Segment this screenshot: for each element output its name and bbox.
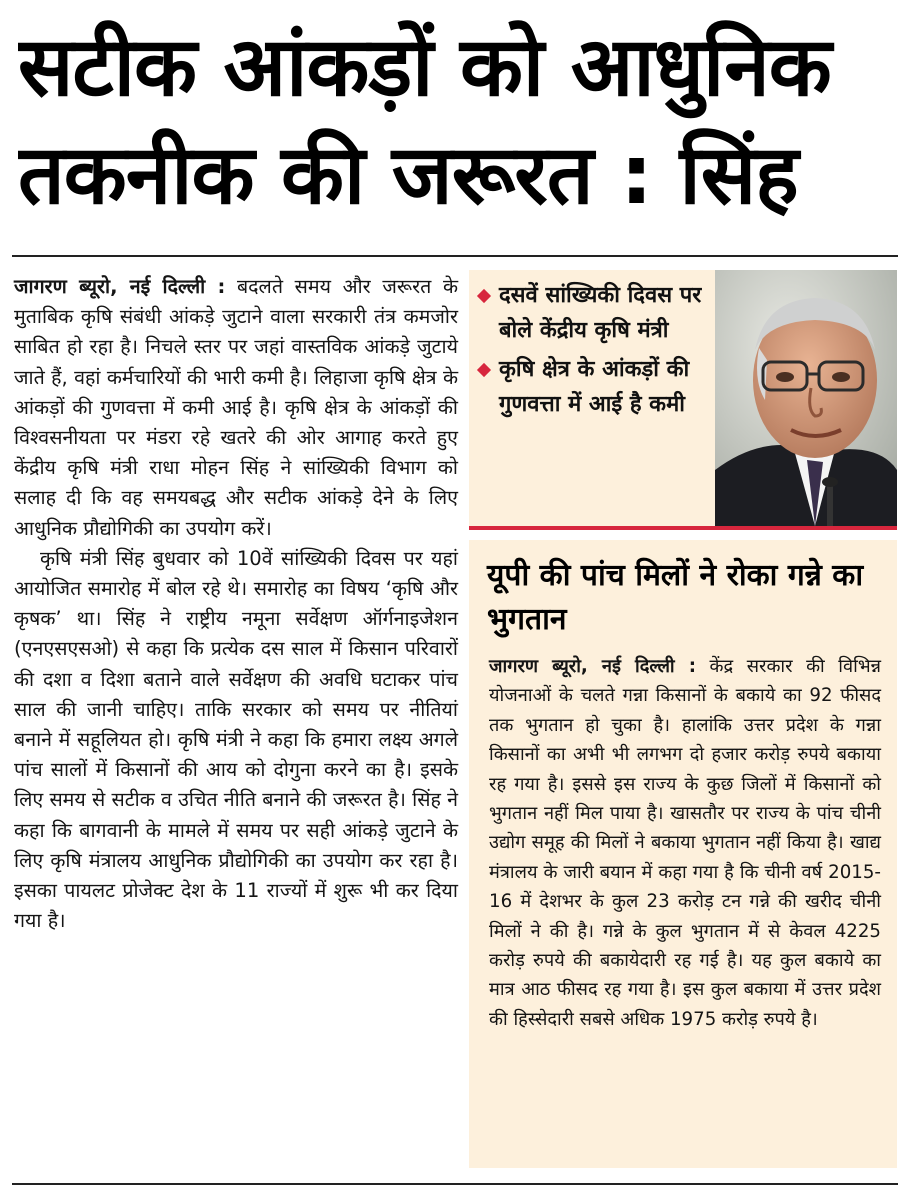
sidebar-paragraph bbox=[489, 652, 881, 1034]
headline-line-1: सटीक आंकड़ों को आधुनिक bbox=[18, 20, 831, 115]
divider-rule bbox=[12, 255, 898, 257]
main-story bbox=[14, 272, 458, 936]
diamond-bullet-icon bbox=[477, 289, 491, 303]
highlight-box bbox=[469, 270, 897, 530]
minister-portrait-icon bbox=[715, 270, 897, 526]
sidebar-byline: जागरण ब्यूरो, नई दिल्ली : bbox=[489, 656, 696, 677]
highlight-text: कृषि क्षेत्र के आंकड़ों की गुणवत्ता में आई है कमी bbox=[499, 357, 690, 417]
highlight-item bbox=[477, 352, 715, 422]
sidebar-title: यूपी की पांच मिलों ने रोका गन्ने का भुगतान bbox=[487, 558, 864, 637]
minister-photo bbox=[715, 270, 897, 526]
highlight-text: दसवें सांख्यिकी दिवस पर बोले केंद्रीय कृषि मंत्री bbox=[499, 283, 702, 343]
main-story-byline: जागरण ब्यूरो, नई दिल्ली : bbox=[14, 275, 226, 298]
bottom-divider-rule bbox=[12, 1183, 898, 1185]
main-story-paragraph-1 bbox=[14, 272, 458, 544]
main-story-text-1: बदलते समय और जरूरत के मुताबिक कृषि संबंधी आंकड़े जुटाने वाला सरकारी तंत्र कमजोर साबित हो रहा है। निचले स्तर पर जहां वास्तविक आंकड़े जुटाये जाते हैं, वहां कर्मचारियों की भारी कमी है। लिहाजा कृषि क्षेत्र के आंकड़ों की गुणवत्ता में कमी आई है। कृषि क्षेत्र के आंकड़ों की विश्वसनीयता पर मंडरा रहे खतरे की ओर आगाह करते हुए केंद्रीय कृषि मंत्री राधा मोहन सिंह ने सांख्यिकी विभाग को सलाह दी कि वह समयबद्ध और सटीक आंकड़े देने के लिए आधुनिक प्रौद्योगिकी का उपयोग करें। bbox=[14, 275, 458, 540]
highlights-list bbox=[477, 278, 715, 426]
sidebar-story bbox=[469, 540, 897, 1168]
headline-line-2: तकनीक की जरूरत : सिंह bbox=[18, 128, 798, 223]
diamond-bullet-icon bbox=[477, 363, 491, 377]
highlight-item bbox=[477, 278, 715, 348]
sidebar-body bbox=[489, 652, 881, 1034]
main-story-paragraph-2: कृषि मंत्री सिंह बुधवार को 10वें सांख्यिकी दिवस पर यहां आयोजित समारोह में बोल रहे थे। समारोह का विषय ‘कृषि और कृषक’ था। सिंह ने राष्ट्रीय नमूना सर्वेक्षण ऑर्गनाइजेशन (एनएसएसओ) से कहा कि प्रत्येक दस साल में किसान परिवारों की दशा व दिशा बताने वाले सर्वेक्षण की अवधि घटाकर पांच साल की जानी चाहिए। ताकि सरकार को समय पर नीतियां बनाने में सहूलियत हो। कृषि मंत्री ने कहा कि हमारा लक्ष्य अगले पांच सालों में किसानों की आय को दोगुना करने का है। इसके लिए समय से सटीक व उचित नीति बनाने की जरूरत है। सिंह ने कहा कि बागवानी के मामले में समय पर सही आंकड़े जुटाने के लिए कृषि मंत्रालय आधुनिक प्रौद्योगिकी का उपयोग कर रहा है। इसका पायलट प्रोजेक्ट देश के 11 राज्यों में शुरू भी कर दिया गया है। bbox=[14, 546, 458, 933]
headline bbox=[18, 14, 898, 230]
sidebar-text: केंद्र सरकार की विभिन्न योजनाओं के चलते गन्ना किसानों के बकाये का 92 फीसद तक भुगतान हो चुका है। हालांकि उत्तर प्रदेश के गन्ना किसानों का अभी भी लगभग दो हजार करोड़ रुपये बकाया रह गया है। इससे इस राज्य के कुछ जिलों में किसानों को भुगतान नहीं मिल पाया है। खासतौर पर राज्य के पांच चीनी उद्योग समूह की मिलों ने बकाया भुगतान नहीं किया है। खाद्य मंत्रालय के जारी बयान में कहा गया है कि चीनी वर्ष 2015-16 में देशभर के कुल 23 करोड़ टन गन्ने की खरीद चीनी मिलों ने की है। गन्ने के कुल भुगतान में से केवल 4225 करोड़ रुपये की बकायेदारी रह गई है। यह कुल बकाये का मात्र आठ फीसद रह गया है। इस कुल बकाया में उत्तर प्रदेश की हिस्सेदारी सबसे अधिक 1975 करोड़ रुपये है। bbox=[489, 656, 881, 1030]
